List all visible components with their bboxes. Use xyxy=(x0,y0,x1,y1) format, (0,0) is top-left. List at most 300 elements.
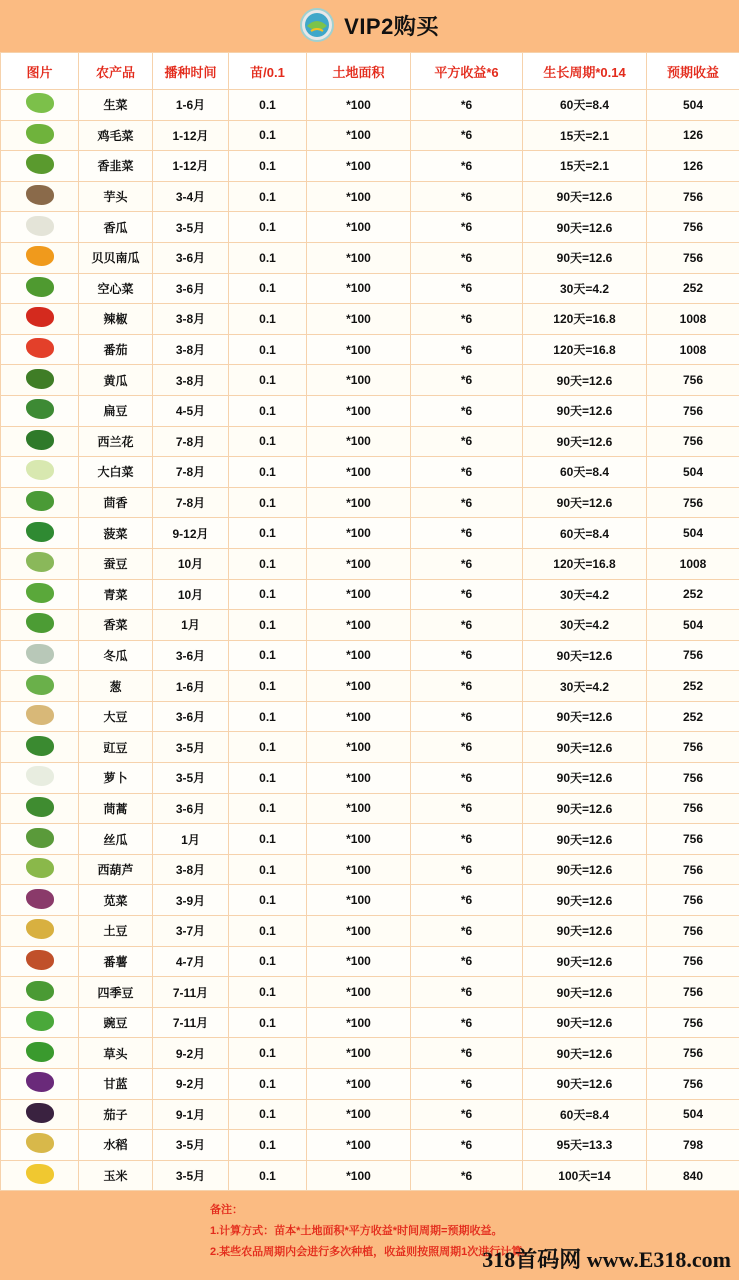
table-row xyxy=(1,548,739,579)
expected-profit: 126 xyxy=(647,120,739,151)
land-area: *100 xyxy=(307,854,411,885)
seedling-rate: 0.1 xyxy=(229,824,307,855)
growth-cycle: 30天=4.2 xyxy=(523,273,647,304)
land-area: *100 xyxy=(307,1038,411,1069)
crop-image-cell xyxy=(1,1160,79,1191)
seedling-rate: 0.1 xyxy=(229,1069,307,1100)
sow-time: 9-2月 xyxy=(153,1038,229,1069)
land-area: *100 xyxy=(307,395,411,426)
expected-profit: 756 xyxy=(647,793,739,824)
table-row xyxy=(1,212,739,243)
expected-profit: 756 xyxy=(647,763,739,794)
crop-image-cell xyxy=(1,181,79,212)
growth-cycle: 120天=16.8 xyxy=(523,334,647,365)
table-row xyxy=(1,1007,739,1038)
crop-name: 香瓜 xyxy=(79,212,153,243)
crop-image-cell xyxy=(1,304,79,335)
yield-per-sqm: *6 xyxy=(411,212,523,243)
sow-time: 9-1月 xyxy=(153,1099,229,1130)
growth-cycle: 90天=12.6 xyxy=(523,916,647,947)
yield-per-sqm: *6 xyxy=(411,120,523,151)
crop-image-cell xyxy=(1,579,79,610)
growth-cycle: 100天=14 xyxy=(523,1160,647,1191)
seedling-rate: 0.1 xyxy=(229,304,307,335)
seedling-rate: 0.1 xyxy=(229,732,307,763)
yield-per-sqm: *6 xyxy=(411,640,523,671)
crop-name: 青菜 xyxy=(79,579,153,610)
land-area: *100 xyxy=(307,763,411,794)
crop-image-cell xyxy=(1,793,79,824)
growth-cycle: 90天=12.6 xyxy=(523,824,647,855)
land-area: *100 xyxy=(307,916,411,947)
growth-cycle: 15天=2.1 xyxy=(523,151,647,182)
land-area: *100 xyxy=(307,1069,411,1100)
crop-name: 贝贝南瓜 xyxy=(79,242,153,273)
yield-per-sqm: *6 xyxy=(411,824,523,855)
land-area: *100 xyxy=(307,885,411,916)
expected-profit: 756 xyxy=(647,181,739,212)
yield-per-sqm: *6 xyxy=(411,610,523,641)
crop-name: 香菜 xyxy=(79,610,153,641)
yield-per-sqm: *6 xyxy=(411,273,523,304)
land-area: *100 xyxy=(307,946,411,977)
soybean-icon xyxy=(26,705,54,725)
yield-per-sqm: *6 xyxy=(411,395,523,426)
crop-name: 茴香 xyxy=(79,487,153,518)
column-header: 图片 xyxy=(1,53,79,90)
expected-profit: 126 xyxy=(647,151,739,182)
seedling-rate: 0.1 xyxy=(229,181,307,212)
seedling-rate: 0.1 xyxy=(229,885,307,916)
seedling-rate: 0.1 xyxy=(229,151,307,182)
growth-cycle: 90天=12.6 xyxy=(523,732,647,763)
yield-per-sqm: *6 xyxy=(411,854,523,885)
expected-profit: 1008 xyxy=(647,304,739,335)
sow-time: 3-6月 xyxy=(153,242,229,273)
yield-per-sqm: *6 xyxy=(411,885,523,916)
growth-cycle: 30天=4.2 xyxy=(523,610,647,641)
seedling-rate: 0.1 xyxy=(229,242,307,273)
melon-icon xyxy=(26,216,54,236)
table-row xyxy=(1,610,739,641)
crop-image-cell xyxy=(1,671,79,702)
yield-per-sqm: *6 xyxy=(411,1099,523,1130)
expected-profit: 798 xyxy=(647,1130,739,1161)
land-area: *100 xyxy=(307,671,411,702)
expected-profit: 504 xyxy=(647,610,739,641)
crop-image-cell xyxy=(1,610,79,641)
expected-profit: 756 xyxy=(647,732,739,763)
growth-cycle: 90天=12.6 xyxy=(523,701,647,732)
seedling-rate: 0.1 xyxy=(229,610,307,641)
land-area: *100 xyxy=(307,701,411,732)
table-row xyxy=(1,1069,739,1100)
crop-image-cell xyxy=(1,1007,79,1038)
yield-per-sqm: *6 xyxy=(411,1007,523,1038)
purple-cabbage-icon xyxy=(26,1072,54,1092)
scallion-icon xyxy=(26,675,54,695)
expected-profit: 504 xyxy=(647,90,739,121)
crop-name: 番茄 xyxy=(79,334,153,365)
sow-time: 1-6月 xyxy=(153,671,229,702)
land-area: *100 xyxy=(307,181,411,212)
expected-profit: 756 xyxy=(647,977,739,1008)
seedling-rate: 0.1 xyxy=(229,90,307,121)
crop-name: 空心菜 xyxy=(79,273,153,304)
table-row xyxy=(1,763,739,794)
coriander-icon xyxy=(26,613,54,633)
table-row xyxy=(1,120,739,151)
column-header: 预期收益 xyxy=(647,53,739,90)
crop-name: 大白菜 xyxy=(79,457,153,488)
column-header: 生长周期*0.14 xyxy=(523,53,647,90)
expected-profit: 252 xyxy=(647,701,739,732)
land-area: *100 xyxy=(307,1160,411,1191)
sow-time: 3-9月 xyxy=(153,885,229,916)
sow-time: 3-8月 xyxy=(153,854,229,885)
crop-image-cell xyxy=(1,334,79,365)
sow-time: 1月 xyxy=(153,610,229,641)
column-header: 苗/0.1 xyxy=(229,53,307,90)
sow-time: 1月 xyxy=(153,824,229,855)
corn-icon xyxy=(26,1164,54,1184)
crop-name: 水稻 xyxy=(79,1130,153,1161)
crop-image-cell xyxy=(1,732,79,763)
sow-time: 7-8月 xyxy=(153,457,229,488)
growth-cycle: 90天=12.6 xyxy=(523,212,647,243)
clover-sprout-icon xyxy=(26,1042,54,1062)
land-area: *100 xyxy=(307,640,411,671)
sow-time: 4-7月 xyxy=(153,946,229,977)
yield-per-sqm: *6 xyxy=(411,548,523,579)
yield-per-sqm: *6 xyxy=(411,1069,523,1100)
expected-profit: 756 xyxy=(647,1007,739,1038)
yield-per-sqm: *6 xyxy=(411,793,523,824)
seedling-rate: 0.1 xyxy=(229,640,307,671)
land-area: *100 xyxy=(307,304,411,335)
growth-cycle: 90天=12.6 xyxy=(523,854,647,885)
growth-cycle: 90天=12.6 xyxy=(523,365,647,396)
land-area: *100 xyxy=(307,151,411,182)
growth-cycle: 90天=12.6 xyxy=(523,793,647,824)
growth-cycle: 90天=12.6 xyxy=(523,977,647,1008)
globe-leaf-logo-icon xyxy=(300,8,334,42)
sow-time: 3-6月 xyxy=(153,273,229,304)
land-area: *100 xyxy=(307,548,411,579)
crop-image-cell xyxy=(1,151,79,182)
crop-image-cell xyxy=(1,212,79,243)
crop-image-cell xyxy=(1,854,79,885)
crop-image-cell xyxy=(1,1099,79,1130)
seedling-rate: 0.1 xyxy=(229,212,307,243)
taro-icon xyxy=(26,185,54,205)
growth-cycle: 30天=4.2 xyxy=(523,579,647,610)
table-row xyxy=(1,426,739,457)
growth-cycle: 120天=16.8 xyxy=(523,304,647,335)
table-row xyxy=(1,824,739,855)
expected-profit: 756 xyxy=(647,395,739,426)
land-area: *100 xyxy=(307,610,411,641)
table-row xyxy=(1,242,739,273)
table-row xyxy=(1,273,739,304)
radish-icon xyxy=(26,766,54,786)
seedling-rate: 0.1 xyxy=(229,916,307,947)
potato-icon xyxy=(26,919,54,939)
winter-melon-icon xyxy=(26,644,54,664)
broad-bean-icon xyxy=(26,552,54,572)
sow-time: 3-5月 xyxy=(153,1130,229,1161)
column-header: 土地面积 xyxy=(307,53,411,90)
table-row xyxy=(1,1160,739,1191)
column-header: 平方收益*6 xyxy=(411,53,523,90)
sow-time: 3-5月 xyxy=(153,763,229,794)
sow-time: 7-11月 xyxy=(153,977,229,1008)
seedling-rate: 0.1 xyxy=(229,457,307,488)
table-row xyxy=(1,916,739,947)
hyacinth-bean-icon xyxy=(26,399,54,419)
crop-image-cell xyxy=(1,120,79,151)
table-row xyxy=(1,732,739,763)
seedling-rate: 0.1 xyxy=(229,977,307,1008)
crop-image-cell xyxy=(1,946,79,977)
zucchini-icon xyxy=(26,858,54,878)
sow-time: 3-7月 xyxy=(153,916,229,947)
expected-profit: 252 xyxy=(647,273,739,304)
sow-time: 3-5月 xyxy=(153,732,229,763)
sow-time: 9-2月 xyxy=(153,1069,229,1100)
expected-profit: 756 xyxy=(647,824,739,855)
expected-profit: 840 xyxy=(647,1160,739,1191)
expected-profit: 756 xyxy=(647,946,739,977)
sow-time: 3-4月 xyxy=(153,181,229,212)
crop-name: 丝瓜 xyxy=(79,824,153,855)
crop-image-cell xyxy=(1,1038,79,1069)
land-area: *100 xyxy=(307,732,411,763)
table-row xyxy=(1,1038,739,1069)
land-area: *100 xyxy=(307,1007,411,1038)
seedling-rate: 0.1 xyxy=(229,548,307,579)
crop-name: 芋头 xyxy=(79,181,153,212)
yield-per-sqm: *6 xyxy=(411,304,523,335)
seedling-rate: 0.1 xyxy=(229,1130,307,1161)
growth-cycle: 60天=8.4 xyxy=(523,518,647,549)
cowpea-icon xyxy=(26,736,54,756)
expected-profit: 1008 xyxy=(647,334,739,365)
sow-time: 7-11月 xyxy=(153,1007,229,1038)
table-row xyxy=(1,90,739,121)
sow-time: 3-8月 xyxy=(153,334,229,365)
table-row xyxy=(1,334,739,365)
crop-name: 鸡毛菜 xyxy=(79,120,153,151)
growth-cycle: 60天=8.4 xyxy=(523,90,647,121)
water-spinach-icon xyxy=(26,277,54,297)
growth-cycle: 95天=13.3 xyxy=(523,1130,647,1161)
table-row xyxy=(1,518,739,549)
sow-time: 3-5月 xyxy=(153,212,229,243)
land-area: *100 xyxy=(307,120,411,151)
land-area: *100 xyxy=(307,1130,411,1161)
growth-cycle: 30天=4.2 xyxy=(523,671,647,702)
seedling-rate: 0.1 xyxy=(229,763,307,794)
crop-name: 茼蒿 xyxy=(79,793,153,824)
growth-cycle: 90天=12.6 xyxy=(523,946,647,977)
land-area: *100 xyxy=(307,212,411,243)
seedling-rate: 0.1 xyxy=(229,579,307,610)
yield-per-sqm: *6 xyxy=(411,242,523,273)
crop-name: 葱 xyxy=(79,671,153,702)
crop-name: 黄瓜 xyxy=(79,365,153,396)
table-row xyxy=(1,977,739,1008)
rapeseed-greens-icon xyxy=(26,124,54,144)
table-row xyxy=(1,885,739,916)
fennel-icon xyxy=(26,491,54,511)
seedling-rate: 0.1 xyxy=(229,1038,307,1069)
crop-name: 草头 xyxy=(79,1038,153,1069)
expected-profit: 756 xyxy=(647,426,739,457)
amaranth-icon xyxy=(26,889,54,909)
seedling-rate: 0.1 xyxy=(229,1099,307,1130)
crop-image-cell xyxy=(1,395,79,426)
yield-per-sqm: *6 xyxy=(411,1130,523,1161)
table-row xyxy=(1,365,739,396)
sweet-potato-icon xyxy=(26,950,54,970)
yield-per-sqm: *6 xyxy=(411,518,523,549)
crop-name: 玉米 xyxy=(79,1160,153,1191)
crop-table xyxy=(0,52,739,1191)
crop-name: 生菜 xyxy=(79,90,153,121)
crop-image-cell xyxy=(1,365,79,396)
land-area: *100 xyxy=(307,457,411,488)
expected-profit: 1008 xyxy=(647,548,739,579)
crop-image-cell xyxy=(1,916,79,947)
table-row xyxy=(1,640,739,671)
crop-name: 菠菜 xyxy=(79,518,153,549)
crop-image-cell xyxy=(1,640,79,671)
crop-image-cell xyxy=(1,90,79,121)
crop-image-cell xyxy=(1,426,79,457)
land-area: *100 xyxy=(307,334,411,365)
yield-per-sqm: *6 xyxy=(411,334,523,365)
growth-cycle: 90天=12.6 xyxy=(523,763,647,794)
table-row xyxy=(1,181,739,212)
column-header: 播种时间 xyxy=(153,53,229,90)
seedling-rate: 0.1 xyxy=(229,946,307,977)
expected-profit: 504 xyxy=(647,457,739,488)
yield-per-sqm: *6 xyxy=(411,579,523,610)
expected-profit: 504 xyxy=(647,518,739,549)
expected-profit: 504 xyxy=(647,1099,739,1130)
seedling-rate: 0.1 xyxy=(229,273,307,304)
sow-time: 4-5月 xyxy=(153,395,229,426)
land-area: *100 xyxy=(307,426,411,457)
sow-time: 1-12月 xyxy=(153,120,229,151)
page-title: VIP2购买 xyxy=(344,13,439,39)
expected-profit: 756 xyxy=(647,885,739,916)
table-row xyxy=(1,457,739,488)
seedling-rate: 0.1 xyxy=(229,426,307,457)
growth-cycle: 90天=12.6 xyxy=(523,1069,647,1100)
crop-name: 辣椒 xyxy=(79,304,153,335)
seedling-rate: 0.1 xyxy=(229,120,307,151)
sow-time: 9-12月 xyxy=(153,518,229,549)
land-area: *100 xyxy=(307,273,411,304)
crop-name: 西葫芦 xyxy=(79,854,153,885)
seedling-rate: 0.1 xyxy=(229,701,307,732)
table-row xyxy=(1,671,739,702)
seedling-rate: 0.1 xyxy=(229,671,307,702)
yield-per-sqm: *6 xyxy=(411,426,523,457)
pea-icon xyxy=(26,1011,54,1031)
crop-image-cell xyxy=(1,487,79,518)
land-area: *100 xyxy=(307,579,411,610)
sow-time: 10月 xyxy=(153,579,229,610)
land-area: *100 xyxy=(307,242,411,273)
yield-per-sqm: *6 xyxy=(411,977,523,1008)
growth-cycle: 15天=2.1 xyxy=(523,120,647,151)
land-area: *100 xyxy=(307,793,411,824)
growth-cycle: 90天=12.6 xyxy=(523,1038,647,1069)
yield-per-sqm: *6 xyxy=(411,365,523,396)
table-row xyxy=(1,151,739,182)
sow-time: 1-6月 xyxy=(153,90,229,121)
table-row xyxy=(1,701,739,732)
expected-profit: 756 xyxy=(647,916,739,947)
spinach-icon xyxy=(26,522,54,542)
expected-profit: 756 xyxy=(647,1069,739,1100)
growth-cycle: 90天=12.6 xyxy=(523,885,647,916)
growth-cycle: 90天=12.6 xyxy=(523,640,647,671)
land-area: *100 xyxy=(307,487,411,518)
table-row xyxy=(1,1130,739,1161)
sow-time: 3-8月 xyxy=(153,304,229,335)
expected-profit: 756 xyxy=(647,212,739,243)
crop-name: 豇豆 xyxy=(79,732,153,763)
land-area: *100 xyxy=(307,90,411,121)
broccoli-icon xyxy=(26,430,54,450)
sow-time: 10月 xyxy=(153,548,229,579)
header xyxy=(0,0,739,50)
seedling-rate: 0.1 xyxy=(229,395,307,426)
crop-name: 甘蓝 xyxy=(79,1069,153,1100)
seedling-rate: 0.1 xyxy=(229,487,307,518)
crop-image-cell xyxy=(1,1069,79,1100)
land-area: *100 xyxy=(307,977,411,1008)
yield-per-sqm: *6 xyxy=(411,1038,523,1069)
seedling-rate: 0.1 xyxy=(229,1007,307,1038)
table-header-row xyxy=(1,53,739,90)
tomato-icon xyxy=(26,338,54,358)
growth-cycle: 90天=12.6 xyxy=(523,242,647,273)
land-area: *100 xyxy=(307,518,411,549)
crop-name: 香韭菜 xyxy=(79,151,153,182)
crop-name: 苋菜 xyxy=(79,885,153,916)
crop-image-cell xyxy=(1,457,79,488)
table-row xyxy=(1,395,739,426)
crop-name: 蚕豆 xyxy=(79,548,153,579)
growth-cycle: 90天=12.6 xyxy=(523,487,647,518)
growth-cycle: 120天=16.8 xyxy=(523,548,647,579)
sow-time: 3-8月 xyxy=(153,365,229,396)
crop-image-cell xyxy=(1,242,79,273)
seedling-rate: 0.1 xyxy=(229,334,307,365)
yield-per-sqm: *6 xyxy=(411,732,523,763)
growth-cycle: 60天=8.4 xyxy=(523,457,647,488)
crop-name: 茄子 xyxy=(79,1099,153,1130)
crop-name: 扁豆 xyxy=(79,395,153,426)
expected-profit: 252 xyxy=(647,579,739,610)
chili-pepper-icon xyxy=(26,307,54,327)
crop-image-cell xyxy=(1,548,79,579)
